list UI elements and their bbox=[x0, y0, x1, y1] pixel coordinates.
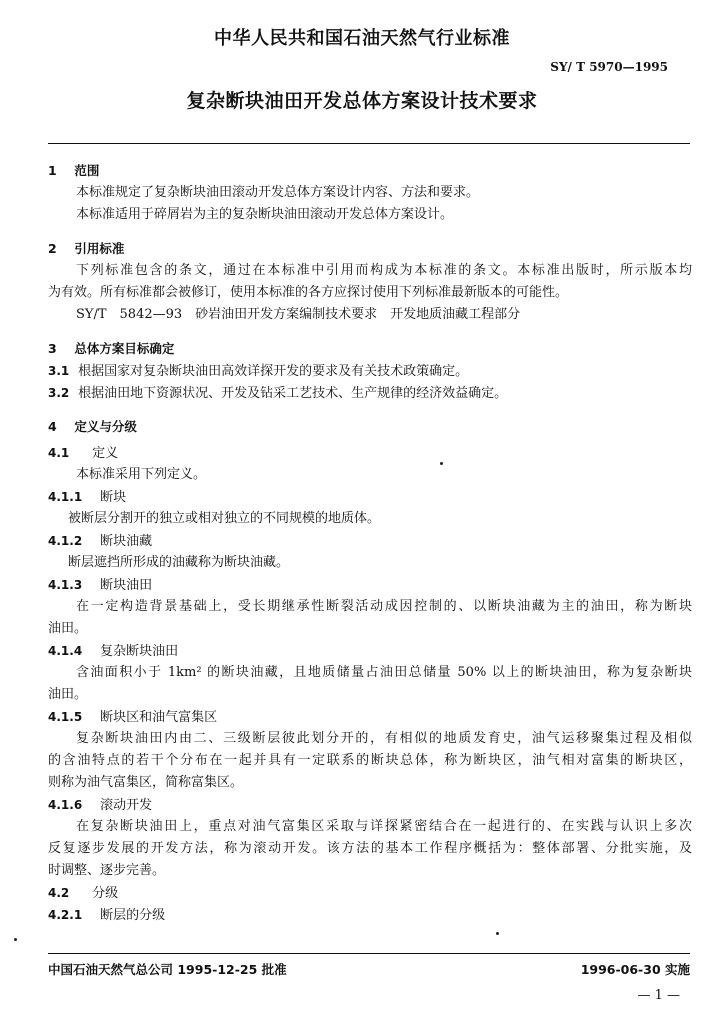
paragraph: 复杂断块油田内由二、三级断层彼此划分开的，有相似的地质发育史，油气运移聚集过程及相似 bbox=[76, 731, 692, 746]
paragraph-continuation: 油田。 bbox=[48, 687, 88, 702]
clause-4-1 bbox=[48, 442, 692, 464]
clause-4-1-1 bbox=[48, 486, 692, 508]
scan-speck bbox=[14, 938, 17, 941]
clause-text: 根据国家对复杂断块油田高效详探开发的要求及有关技术政策确定。 bbox=[78, 364, 469, 379]
paragraph: 被断层分割开的独立或相对独立的不同规模的地质体。 bbox=[68, 511, 381, 526]
page-number: — 1 — bbox=[637, 988, 680, 1003]
clause-4-1-5 bbox=[48, 706, 692, 728]
clause-4-1-3 bbox=[48, 574, 692, 596]
clause-title: 复杂断块油田 bbox=[100, 644, 179, 659]
clause-title: 滚动开发 bbox=[100, 798, 153, 813]
paragraph: 在复杂断块油田上，重点对油气富集区采取与详探紧密结合在一起进行的、在实践与认识上多次 bbox=[76, 819, 692, 834]
clause-number: 4.1.6 bbox=[48, 798, 83, 812]
clause-4-2-1 bbox=[48, 904, 692, 926]
clause-number: 3.2 bbox=[48, 386, 70, 400]
paragraph: 含油面积小于 1km² 的断块油藏，且地质储量占油田总储量 50% 以上的断块油田，称为复杂断块 bbox=[76, 665, 692, 680]
approval-line: 中国石油天然气总公司 1995-12-25 批准 bbox=[48, 962, 287, 977]
clause-number: 3.1 bbox=[48, 364, 70, 378]
section-number: 4 bbox=[48, 419, 57, 434]
clause-number: 4.2 bbox=[48, 886, 70, 900]
section-3-heading bbox=[48, 338, 692, 360]
clause-title: 分级 bbox=[92, 886, 119, 901]
clause-4-1-4 bbox=[48, 640, 692, 662]
document-body bbox=[48, 160, 692, 926]
paragraph: 在一定构造背景基础上，受长期继承性断裂活动成因控制的、以断块油藏为主的油田，称为断块 bbox=[76, 599, 692, 614]
clause-4-2 bbox=[48, 882, 692, 904]
clause-3-2 bbox=[48, 382, 692, 404]
clause-title: 断块油田 bbox=[100, 578, 153, 593]
paragraph-continuation: 反复逐步发展的开发方法，称为滚动开发。该方法的基本工作程序概括为：整体部署、分批实施，及 bbox=[48, 841, 692, 856]
clause-4-1-6 bbox=[48, 794, 692, 816]
section-title: 范围 bbox=[74, 163, 100, 178]
clause-number: 4.1.3 bbox=[48, 578, 83, 592]
clause-title: 断块区和油气富集区 bbox=[100, 710, 218, 725]
standard-code: SY/ T 5970—1995 bbox=[550, 60, 668, 74]
document-title: 复杂断块油田开发总体方案设计技术要求 bbox=[186, 90, 538, 112]
clause-3-1 bbox=[48, 360, 692, 382]
clause-number: 4.2.1 bbox=[48, 908, 83, 922]
clause-text: 根据油田地下资源状况、开发及钻采工艺技术、生产规律的经济效益确定。 bbox=[78, 386, 508, 401]
clause-title: 断块 bbox=[100, 490, 127, 505]
implementation-date: 1996-06-30 实施 bbox=[580, 962, 690, 977]
referenced-standard: SY/T 5842—93 砂岩油田开发方案编制技术要求 开发地质油藏工程部分 bbox=[76, 307, 521, 322]
standard-type-heading: 中华人民共和国石油天然气行业标准 bbox=[214, 28, 510, 49]
scan-speck bbox=[440, 462, 443, 465]
header-rule bbox=[48, 143, 690, 144]
scan-speck bbox=[496, 932, 499, 935]
paragraph: 下列标准包含的条文，通过在本标准中引用而构成为本标准的条文。本标准出版时，所示版本均 bbox=[76, 263, 692, 278]
clause-number: 4.1 bbox=[48, 446, 70, 460]
paragraph-continuation: 则称为油气富集区，简称富集区。 bbox=[48, 775, 244, 790]
section-number: 1 bbox=[48, 163, 57, 178]
paragraph-continuation: 为有效。所有标准都会被修订，使用本标准的各方应探讨使用下列标准最新版本的可能性。 bbox=[48, 285, 569, 300]
clause-title: 定义 bbox=[92, 446, 119, 461]
clause-title: 断块油藏 bbox=[100, 534, 153, 549]
footer-rule bbox=[48, 953, 690, 954]
paragraph: 断层遮挡所形成的油藏称为断块油藏。 bbox=[68, 555, 290, 570]
paragraph-continuation: 的含油特点的若干个分布在一起并具有一定联系的断块总体，称为断块区，油气相对富集的断块区， bbox=[48, 753, 692, 768]
clause-number: 4.1.4 bbox=[48, 644, 83, 658]
clause-number: 4.1.2 bbox=[48, 534, 83, 548]
section-title: 总体方案目标确定 bbox=[74, 341, 175, 356]
clause-number: 4.1.5 bbox=[48, 710, 83, 724]
section-title: 引用标准 bbox=[74, 241, 125, 256]
paragraph-continuation: 油田。 bbox=[48, 621, 88, 636]
clause-title: 断层的分级 bbox=[100, 908, 166, 923]
section-1-heading bbox=[48, 160, 692, 182]
section-title: 定义与分级 bbox=[74, 419, 137, 434]
paragraph: 本标准采用下列定义。 bbox=[76, 467, 207, 482]
paragraph: 本标准适用于碎屑岩为主的复杂断块油田滚动开发总体方案设计。 bbox=[76, 207, 454, 222]
clause-number: 4.1.1 bbox=[48, 490, 83, 504]
clause-4-1-2 bbox=[48, 530, 692, 552]
section-4-heading bbox=[48, 416, 692, 438]
paragraph-continuation: 时调整、逐步完善。 bbox=[48, 863, 166, 878]
section-number: 2 bbox=[48, 241, 57, 256]
section-2-heading bbox=[48, 238, 692, 260]
section-number: 3 bbox=[48, 341, 57, 356]
paragraph: 本标准规定了复杂断块油田滚动开发总体方案设计内容、方法和要求。 bbox=[76, 185, 480, 200]
